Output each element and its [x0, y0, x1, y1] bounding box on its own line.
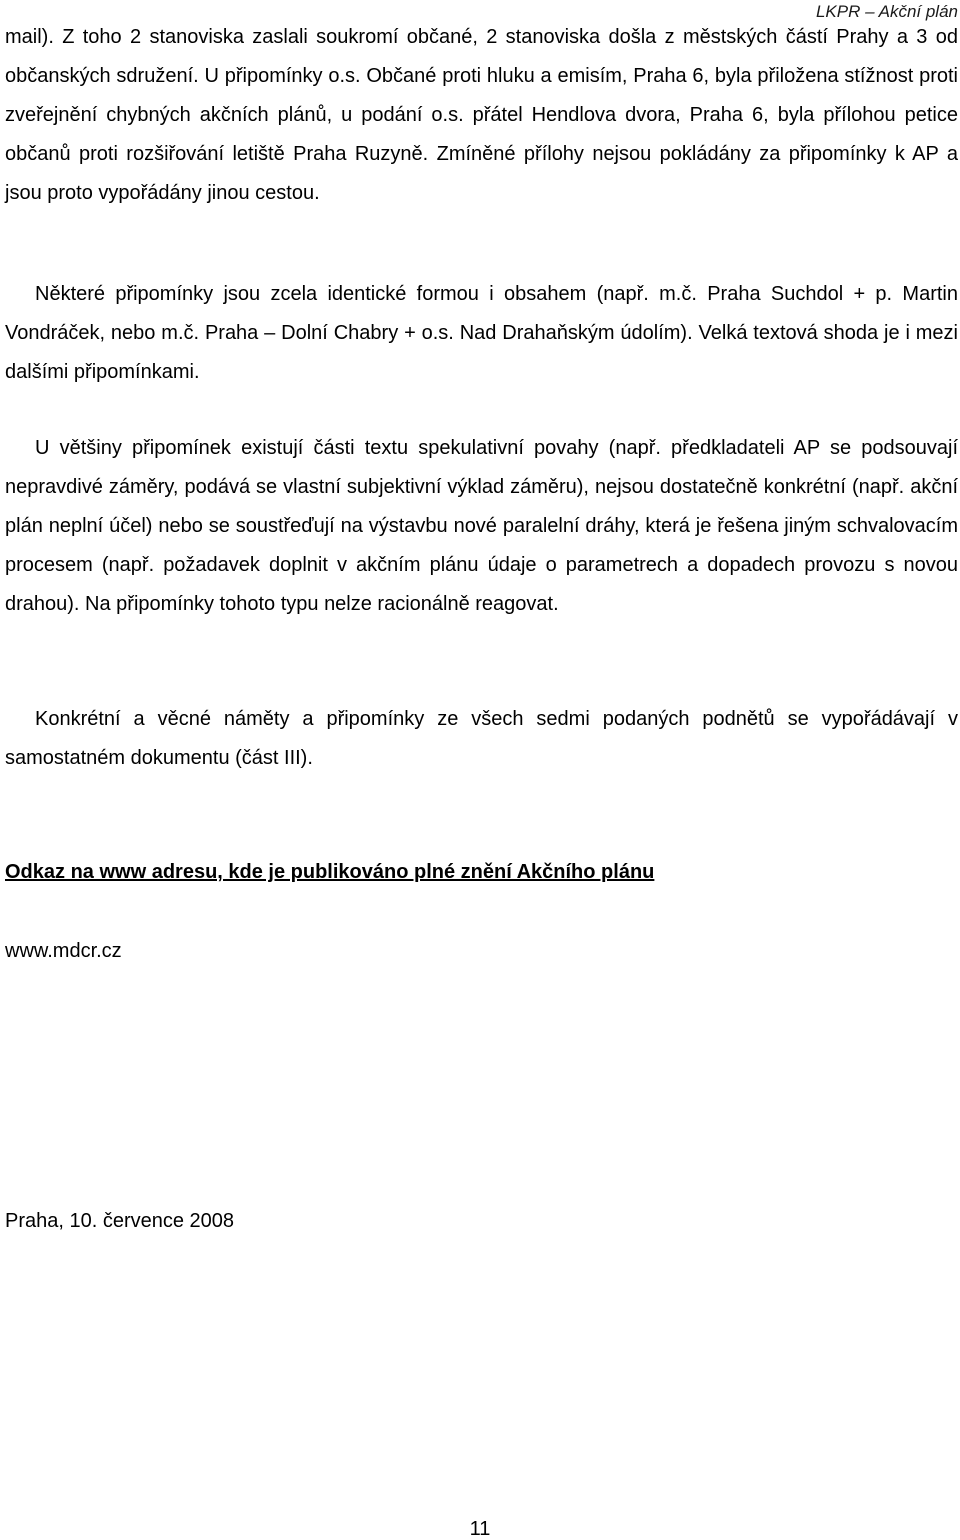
publication-url[interactable]: www.mdcr.cz: [5, 940, 122, 962]
paragraph-identical-comments: Některé připomínky jsou zcela identické formou i obsahem (např. m.č. Praha Suchdol + p. Martin Vondráček, nebo m.č. Praha – Dolní Chabry + o.s. Nad Drahaňským údolím). Velká textová shoda je i mezi dalšími připomínkami.: [5, 283, 958, 383]
paragraph-speculative-comments: U většiny připomínek existují části textu spekulativní povahy (např. předkladateli AP se podsouvají nepravdivé záměry, podává se vlastní subjektivní výklad záměru), nejsou dostatečně konkrétní (např. akční plán neplní účel) nebo se soustřeďují na výstavbu nové paralelní dráhy, která je řešena jiným schvalovacím procesem (např. požadavek doplnit v akčním plánu údaje o parametrech a dopadech provozu s novou drahou). Na připomínky tohoto typu nelze racionálně reagovat.: [5, 437, 958, 615]
section-heading-link: Odkaz na www adresu, kde je publikováno plné znění Akčního plánu: [5, 861, 655, 883]
running-header: LKPR – Akční plán: [815, 2, 958, 21]
paragraph-concrete-suggestions: Konkrétní a věcné náměty a připomínky ze všech sedmi podaných podnětů se vypořádávají v samostatném dokumentu (část III).: [5, 708, 958, 769]
document-date: Praha, 10. července 2008: [5, 1210, 235, 1232]
page-number: 11: [469, 1518, 491, 1540]
paragraph-submissions-summary: mail). Z toho 2 stanoviska zaslali soukromí občané, 2 stanoviska došla z městských částí Prahy a 3 od občanských sdružení. U připomínky o.s. Občané proti hluku a emisím, Praha 6, byla přiložena stížnost proti zveřejnění chybných akčních plánů, u podání o.s. přátel Hendlova dvora, Praha 6, byla přílohou petice občanů proti rozšiřování letiště Praha Ruzyně. Zmíněné přílohy nejsou pokládány za připomínky k AP a jsou proto vypořádány jinou cestou.: [5, 26, 958, 204]
